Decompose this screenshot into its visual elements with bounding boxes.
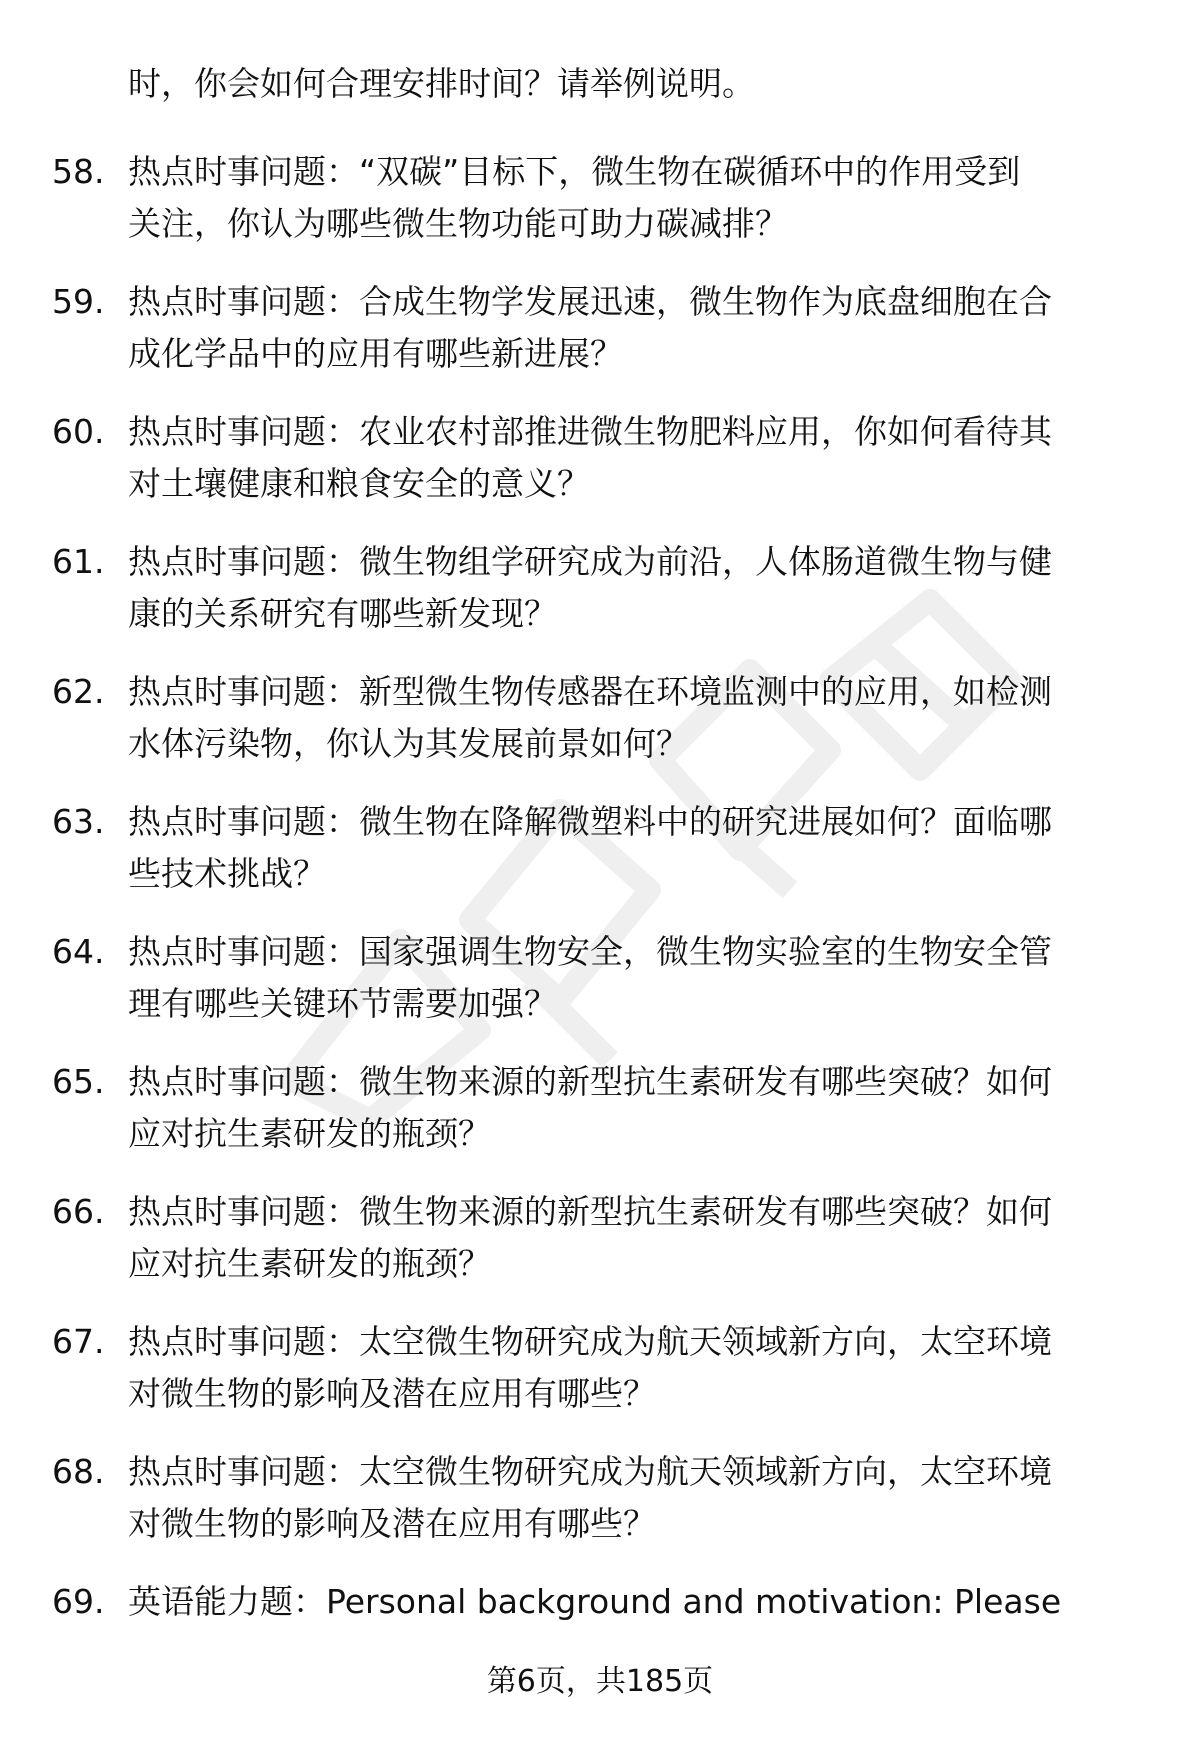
question-text [128, 276, 1148, 380]
question-line: 热点时事问题：微生物来源的新型抗生素研发有哪些突破？如何 [128, 1192, 1052, 1231]
question-line: 热点时事问题：“双碳”目标下，微生物在碳循环中的作用受到 [128, 152, 1021, 191]
question-line: 对微生物的影响及潜在应用有哪些？ [128, 1504, 656, 1543]
question-text [128, 536, 1148, 640]
question-line: 水体污染物，你认为其发展前景如何？ [128, 724, 689, 763]
question-text [128, 1576, 1148, 1628]
question-text [128, 1446, 1148, 1550]
question-number: 65. [52, 1062, 105, 1101]
question-line: 应对抗生素研发的瓶颈？ [128, 1114, 491, 1153]
question-line: 对微生物的影响及潜在应用有哪些？ [128, 1374, 656, 1413]
question-number: 67. [52, 1322, 105, 1361]
question-line: 康的关系研究有哪些新发现？ [128, 594, 557, 633]
question-line: 热点时事问题：微生物组学研究成为前沿，人体肠道微生物与健 [128, 542, 1052, 581]
question-line: 热点时事问题：新型微生物传感器在环境监测中的应用，如检测 [128, 672, 1052, 711]
continuation-text: 时，你会如何合理安排时间？请举例说明。 [128, 64, 755, 103]
question-number: 60. [52, 412, 105, 451]
question-text [128, 1316, 1148, 1420]
question-number: 58. [52, 152, 105, 191]
question-line: 对土壤健康和粮食安全的意义？ [128, 464, 590, 503]
question-text [128, 146, 1148, 250]
question-number: 61. [52, 542, 105, 581]
question-line: 成化学品中的应用有哪些新进展？ [128, 334, 623, 373]
question-item [0, 776, 1200, 906]
question-item [0, 1296, 1200, 1426]
question-text [128, 1056, 1148, 1160]
question-line: 热点时事问题：微生物在降解微塑料中的研究进展如何？面临哪 [128, 802, 1052, 841]
question-number: 66. [52, 1192, 105, 1231]
question-list [0, 126, 1200, 1686]
page-number-footer: 第6页，共185页 [486, 1664, 714, 1699]
question-number: 63. [52, 802, 105, 841]
question-number: 64. [52, 932, 105, 971]
question-item [0, 646, 1200, 776]
question-line: 热点时事问题：合成生物学发展迅速，微生物作为底盘细胞在合 [128, 282, 1052, 321]
question-item [0, 906, 1200, 1036]
question-item [0, 386, 1200, 516]
question-item [0, 1426, 1200, 1556]
question-text [128, 926, 1148, 1030]
question-item [0, 516, 1200, 646]
question-line: 些技术挑战？ [128, 854, 326, 893]
question-number: 68. [52, 1452, 105, 1491]
question-line: 应对抗生素研发的瓶颈？ [128, 1244, 491, 1283]
question-number: 69. [52, 1582, 105, 1621]
question-line: 理有哪些关键环节需要加强？ [128, 984, 557, 1023]
question-text [128, 406, 1148, 510]
question-line: 热点时事问题：农业农村部推进微生物肥料应用，你如何看待其 [128, 412, 1052, 451]
question-number: 62. [52, 672, 105, 711]
question-item [0, 1036, 1200, 1166]
question-text [128, 1186, 1148, 1290]
question-line: 热点时事问题：微生物来源的新型抗生素研发有哪些突破？如何 [128, 1062, 1052, 1101]
question-item [0, 1166, 1200, 1296]
question-line: 关注，你认为哪些微生物功能可助力碳减排？ [128, 204, 788, 243]
question-item [0, 256, 1200, 386]
question-line: 热点时事问题：太空微生物研究成为航天领域新方向，太空环境 [128, 1322, 1052, 1361]
question-line: 热点时事问题：国家强调生物安全，微生物实验室的生物安全管 [128, 932, 1052, 971]
question-item [0, 126, 1200, 256]
question-line: 英语能力题：Personal background and motivation: Please [128, 1582, 1062, 1621]
question-number: 59. [52, 282, 105, 321]
question-line: 热点时事问题：太空微生物研究成为航天领域新方向，太空环境 [128, 1452, 1052, 1491]
question-text [128, 796, 1148, 900]
question-text [128, 666, 1148, 770]
